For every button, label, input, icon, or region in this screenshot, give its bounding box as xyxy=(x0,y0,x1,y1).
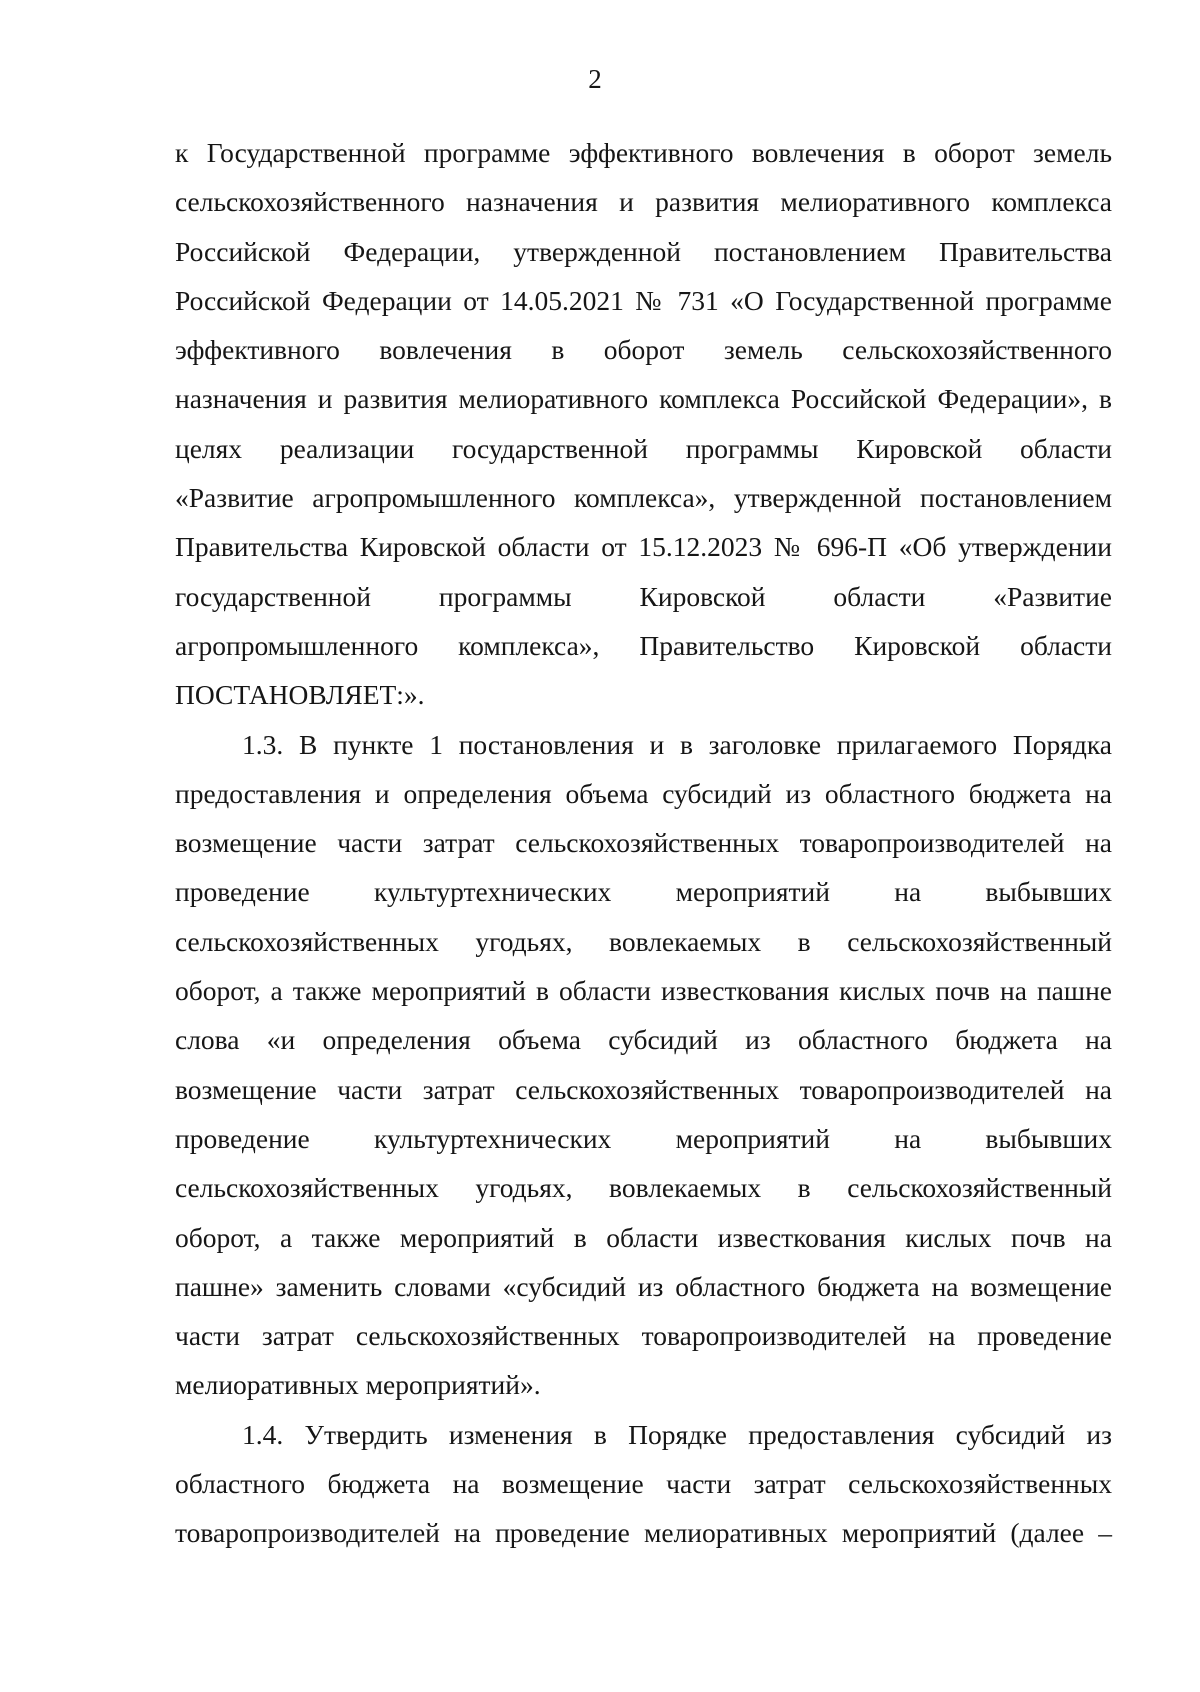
text-line: Российской Федерации, утвержденной постановлением Правительства xyxy=(175,235,1112,267)
text-line: оборот, а также мероприятий в области известкования кислых почв на пашне xyxy=(175,975,1112,1007)
text-line: к Государственной программе эффективного вовлечения в оборот земель xyxy=(175,137,1112,168)
text-line: мелиоративных мероприятий». xyxy=(175,1369,541,1401)
text-line: «Развитие агропромышленного комплекса», утвержденной постановлением xyxy=(175,482,1112,514)
text-line: проведение культуртехнических мероприятий на выбывших xyxy=(175,876,1112,908)
text-line: возмещение части затрат сельскохозяйственных товаропроизводителей на xyxy=(175,1073,1112,1105)
text-line: сельскохозяйственного назначения и развития мелиоративного комплекса xyxy=(175,186,1112,218)
text-line: товаропроизводителей на проведение мелиоративных мероприятий (далее – xyxy=(175,1517,1112,1549)
text-line: целях реализации государственной программы Кировской области xyxy=(175,432,1112,464)
text-line: проведение культуртехнических мероприятий на выбывших xyxy=(175,1122,1112,1154)
text-line: пашне» заменить словами «субсидий из областного бюджета на возмещение xyxy=(175,1270,1112,1302)
text-line: Российской Федерации от 14.05.2021 № 731 «О Государственной программе xyxy=(175,284,1112,316)
page-number: 2 xyxy=(588,64,602,94)
text-line: 1.3. В пункте 1 постановления и в заголовке прилагаемого Порядка xyxy=(242,728,1112,760)
text-line: возмещение части затрат сельскохозяйственных товаропроизводителей на xyxy=(175,827,1112,859)
text-line: ПОСТАНОВЛЯЕТ:». xyxy=(175,679,425,711)
text-line: сельскохозяйственных угодьях, вовлекаемых в сельскохозяйственный xyxy=(175,925,1112,957)
text-line: Правительства Кировской области от 15.12.2023 № 696-П «Об утверждении xyxy=(175,531,1112,563)
text-line: слова «и определения объема субсидий из областного бюджета на xyxy=(175,1024,1112,1056)
text-line: областного бюджета на возмещение части затрат сельскохозяйственных xyxy=(175,1468,1112,1500)
text-line: назначения и развития мелиоративного комплекса Российской Федерации», в xyxy=(175,383,1112,415)
text-line: государственной программы Кировской области «Развитие xyxy=(175,580,1112,612)
text-line: предоставления и определения объема субсидий из областного бюджета на xyxy=(175,777,1112,809)
text-line: эффективного вовлечения в оборот земель сельскохозяйственного xyxy=(175,334,1112,366)
text-line: оборот, а также мероприятий в области известкования кислых почв на xyxy=(175,1221,1112,1253)
body-text xyxy=(175,128,1112,1558)
text-line: части затрат сельскохозяйственных товаропроизводителей на проведение xyxy=(175,1320,1112,1352)
text-line: агропромышленного комплекса», Правительство Кировской области xyxy=(175,629,1112,661)
text-line: сельскохозяйственных угодьях, вовлекаемых в сельскохозяйственный xyxy=(175,1172,1112,1204)
text-line: 1.4. Утвердить изменения в Порядке предоставления субсидий из xyxy=(242,1418,1112,1450)
